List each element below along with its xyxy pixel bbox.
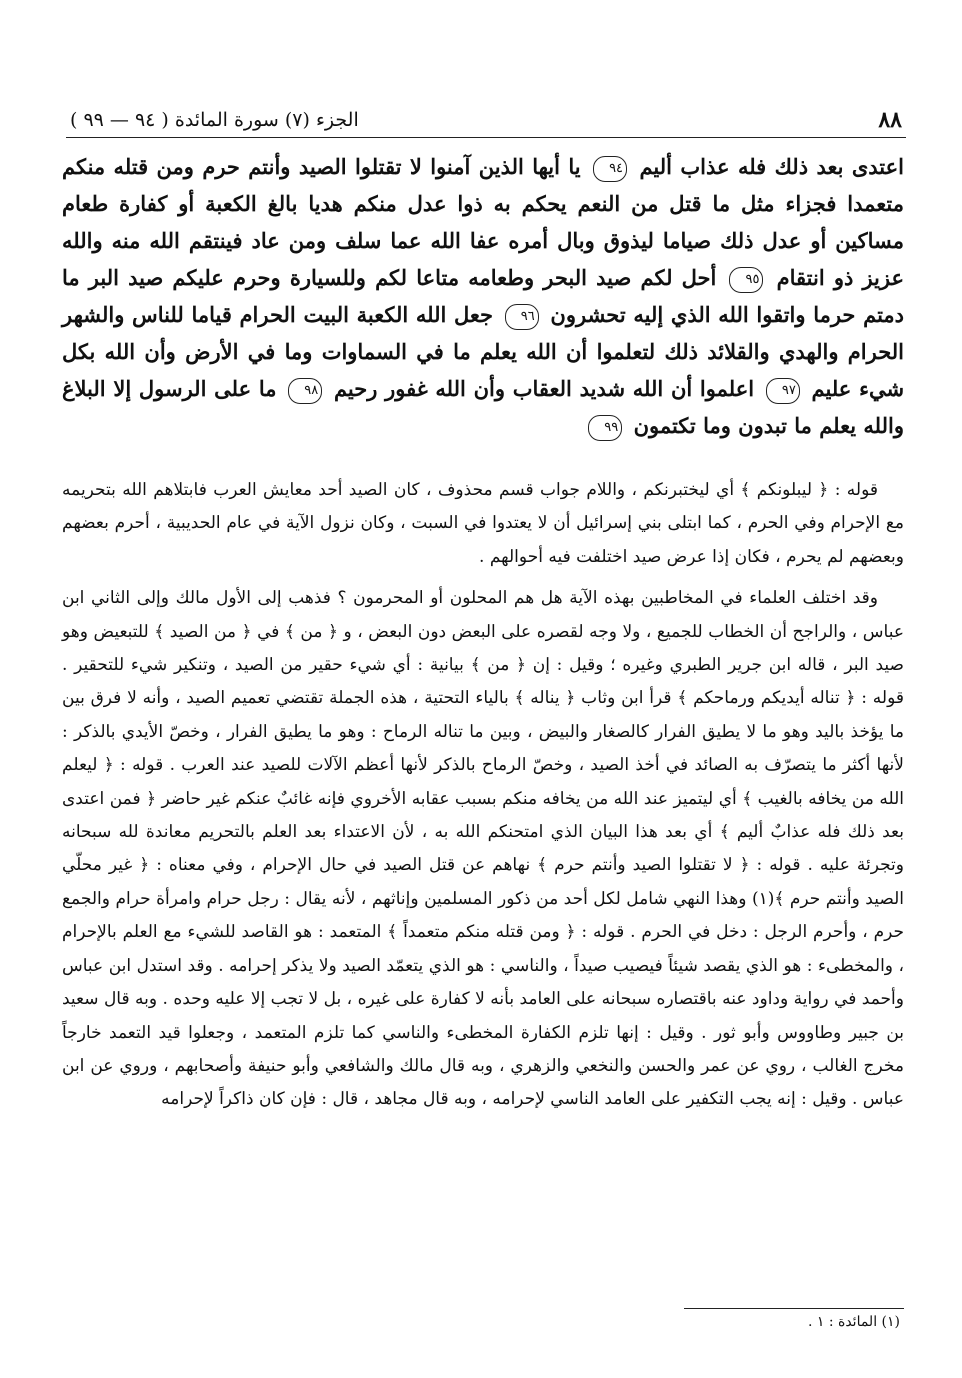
quran-verse: أحل لكم صيد البحر وطعامه متاعا لكم وللسيارة وحرم عليكم صيد البر ما دمتم حرما واتقوا الله الذي إليه تحشرون [62, 265, 905, 327]
quran-text-block [62, 148, 904, 444]
commentary-paragraph: قوله : ﴿ ليبلونكم ﴾ أي ليختبرنكم ، واللام جواب قسم محذوف ، كان الصيد أحد معايش العرب فابتلاهم الله بتحريمه مع الإحرام وفي الحرم ، كما ابتلى بني إسرائيل أن لا يعتدوا في السبت ، وكان نزول الآية في عام الحديبية ، أحرم بعضهم وبعضهم لم يحرم ، فكان إذا عرض صيد اختلفت فيه أحوالهم . [62, 480, 904, 567]
page-number: ٨٨ [878, 107, 902, 133]
ayah-number-marker: ٩٦ [505, 304, 539, 330]
quran-verse: يا أيها الذين آمنوا لا تقتلوا الصيد وأنتم حرم ومن قتله منكم متعمدا فجزاء مثل ما قتل من النعم يحكم به ذوا عدل منكم هديا بالغ الكعبة أو كفارة طعام مساكين أو عدل ذلك صياما ليذوق وبال أمره عفا الله عما سلف ومن عاد فينتقم الله منه والله عزيز ذو انتقام [62, 154, 905, 290]
quran-verse: اعلموا أن الله شديد العقاب وأن الله غفور رحيم [333, 376, 755, 401]
quran-verse: اعتدى بعد ذلك فله عذاب أليم [639, 154, 905, 179]
ayah-number-marker: ٩٨ [288, 378, 322, 404]
footnote: (١) المائدة : ١ . [807, 1314, 900, 1330]
ayah-number-marker: ٩٤ [593, 156, 627, 182]
commentary-body [62, 474, 904, 1117]
header-rule [66, 137, 906, 138]
running-title: الجزء (٧) سورة المائدة ( ٩٤ — ٩٩ ) [70, 109, 359, 131]
quran-verse: جعل الله الكعبة البيت الحرام قياما للناس والشهر الحرام والهدي والقلائد ذلك لتعلموا أن الله يعلم ما في السماوات وما في الأرض وأن الله بكل شيء عليم [62, 302, 905, 401]
page-header [70, 104, 902, 136]
ayah-number-marker: ٩٥ [729, 267, 763, 293]
footnote-rule [684, 1308, 904, 1309]
quran-verse: ما على الرسول إلا البلاغ والله يعلم ما تبدون وما تكتمون [62, 376, 904, 438]
commentary-paragraph: وقد اختلف العلماء في المخاطبين بهذه الآية هل هم المحلون أو المحرمون ؟ فذهب إلى الأول مالك وإلى الثاني ابن عباس ، والراجح أن الخطاب للجميع ، ولا وجه لقصره على البعض دون البعض ، و ﴿ من ﴾ في ﴿ من الصيد ﴾ للتبعيض وهو صيد البر ، قاله ابن جرير الطبري وغيره ؛ وقيل : إن ﴿ من ﴾ بيانية : أي شيء حقير من الصيد ، وتنكير شيء للتحقير . قوله : ﴿ تناله أيديكم ورماحكم ﴾ قرأ ابن وثاب ﴿ يناله ﴾ بالياء التحتية ، هذه الجملة تقتضي تعميم الصيد ، وأنه لا فرق بين ما يؤخذ باليد وهو ما لا يطيق الفرار كالصغار والبيض ، وبين ما تناله الرماح : وهو ما يطيق الفرار ، وخصّ الأيدي بالذكر : لأنها أكثر ما يتصرّف به الصائد في أخذ الصيد ، وخصّ الرماح بالذكر لأنها أعظم الآلات للصيد عند العرب . قوله : ﴿ ليعلم الله من يخافه بالغيب ﴾ أي ليتميز عند الله من يخافه منكم بسبب عقابه الأخروي فإنه غائبٌ عنكم غير حاضر ﴿ فمن اعتدى بعد ذلك فله عذابٌ أليم ﴾ أي بعد هذا البيان الذي امتحنكم الله به ، لأن الاعتداء بعد العلم بالتحريم معاندة لله سبحانه وتجرئة عليه . قوله : ﴿ لا تقتلوا الصيد وأنتم حرم ﴾ نهاهم عن قتل الصيد في حال الإحرام ، وفي معناه : ﴿ غير محلّي الصيد وأنتم حرم ﴾(١) وهذا النهي شامل لكل أحد من ذكور المسلمين وإناثهم ، لأنه يقال : رجل حرام وامرأة حرام والجمع حرم ، وأحرم الرجل : دخل في الحرم . قوله : ﴿ ومن قتله منكم متعمداً ﴾ المتعمد : هو القاصد للشيء مع العلم بالإحرام ، والمخطىء : هو الذي يقصد شيئاً فيصيب صيداً ، والناسي : هو الذي يتعمّد الصيد ولا يذكر إحرامه . وقد استدل ابن عباس وأحمد في رواية وداود عنه باقتصاره سبحانه على العامد بأنه لا كفارة على غيره ، بل لا تجب إلا عليه وحده . وبه قال سعيد بن جبير وطاووس وأبو ثور . وقيل : إنها تلزم الكفارة المخطىء والناسي كما تلزم المتعمد ، وجعلوا قيد التعمد خارجاً مخرج الغالب ، روي عن عمر والحسن والنخعي والزهري ، وبه قال مالك والشافعي وأبو حنيفة وأصحابهم ، وروي عن ابن عباس . وقيل : إنه يجب التكفير على العامد الناسي لإحرامه ، وبه قال مجاهد ، قال : فإن كان ذاكراً لإحرامه [62, 588, 905, 1110]
ayah-number-marker: ٩٧ [766, 378, 800, 404]
ayah-number-marker: ٩٩ [588, 415, 622, 441]
